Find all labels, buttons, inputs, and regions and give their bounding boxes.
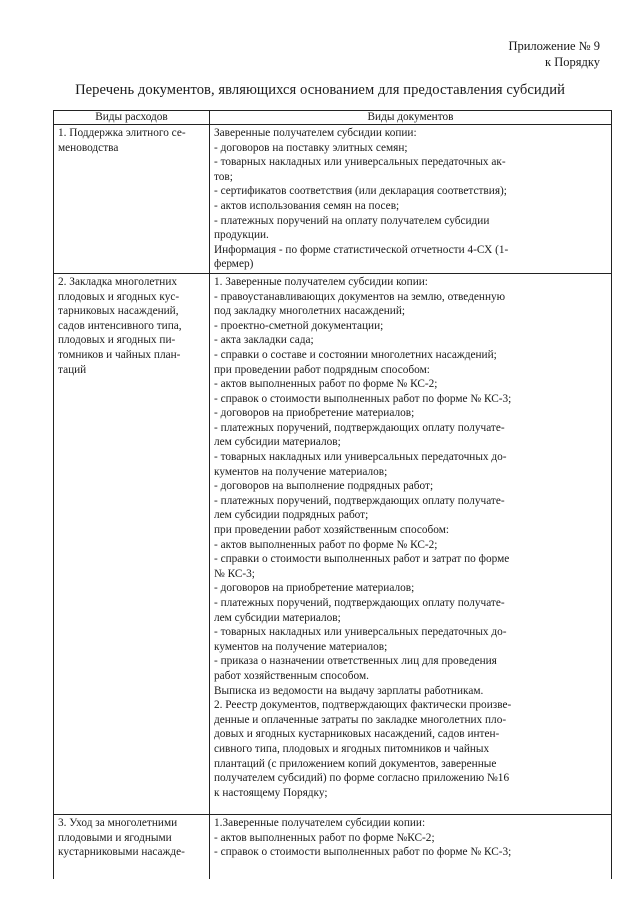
cell-line: 1. Заверенные получателем субсидии копии: <box>214 275 428 288</box>
cell-line: кументов на получение материалов; <box>214 640 388 653</box>
cell-line: кустарниковыми насажде- <box>58 846 185 859</box>
cell-line: Информация - по форме статистической отчетности 4-СХ (1- <box>214 243 509 256</box>
cell-line: кументов на получение материалов; <box>214 465 388 478</box>
table-row <box>54 814 612 879</box>
document-title: Перечень документов, являющихся основанием для предоставления субсидий <box>75 82 565 98</box>
cell-line: сивного типа, плодовых и ягодных питомников и чайных <box>214 742 490 755</box>
appendix-note <box>508 38 600 70</box>
document-list-cell <box>210 814 612 879</box>
table-row <box>54 125 612 274</box>
cell-line: таций <box>58 363 87 376</box>
cell-line: продукции. <box>214 229 269 242</box>
cell-line: к настоящему Порядку; <box>214 786 328 799</box>
cell-line: - актов выполненных работ по форме №КС-2; <box>214 831 435 844</box>
cell-line: - акта закладки сада; <box>214 334 314 347</box>
column-header-expense-types: Виды расходов <box>54 111 210 125</box>
document-list-cell <box>210 125 612 274</box>
table-header-row <box>54 111 612 125</box>
cell-line: - платежных поручений, подтверждающих оплату получате- <box>214 597 505 609</box>
documents-table <box>53 110 612 879</box>
cell-line: плантаций (с приложением копий документов, заверенные <box>214 757 497 770</box>
cell-line: - договоров на выполнение подрядных работ; <box>214 480 434 493</box>
cell-line: плодовыми и ягодными <box>58 831 172 844</box>
cell-line: под закладку многолетних насаждений; <box>214 305 406 318</box>
cell-line: - справок о стоимости выполненных работ по форме № КС-3; <box>214 392 512 405</box>
cell-line: лем субсидии материалов; <box>214 436 341 449</box>
cell-line: - договоров на приобретение материалов; <box>214 407 415 420</box>
cell-line: - проектно-сметной документации; <box>214 319 384 332</box>
cell-line: 1.Заверенные получателем субсидии копии: <box>214 816 426 829</box>
cell-line: 3. Уход за многолетними <box>58 816 178 829</box>
cell-line: - справки о стоимости выполненных работ и затрат по форме <box>214 553 510 566</box>
cell-line: работ хозяйственным способом. <box>214 669 369 682</box>
cell-line: томников и чайных план- <box>58 348 181 361</box>
cell-line: фермер) <box>214 258 254 271</box>
expense-type-cell <box>54 273 210 814</box>
cell-line: - договоров на приобретение материалов; <box>214 582 415 595</box>
cell-line: меноводства <box>58 141 119 154</box>
cell-line: - договоров на поставку элитных семян; <box>214 141 408 154</box>
cell-line: тов; <box>214 170 233 183</box>
cell-line: - приказа о назначении ответственных лиц для проведения <box>214 655 497 668</box>
cell-line: - платежных поручений, подтверждающих оплату получате- <box>214 421 505 434</box>
cell-line: - актов выполненных работ по форме № КС-2; <box>214 378 438 391</box>
cell-line: плодовых и ягодных пи- <box>58 334 176 347</box>
cell-line: - актов использования семян на посев; <box>214 199 400 212</box>
cell-line: довых и ягодных кустарниковых насаждений, садов интен- <box>214 728 500 741</box>
appendix-reference: к Порядку <box>545 55 600 69</box>
expense-type-cell <box>54 814 210 879</box>
appendix-number: Приложение № 9 <box>508 39 600 53</box>
expense-type-cell <box>54 125 210 274</box>
cell-line: - правоустанавливающих документов на землю, отведенную <box>214 290 506 303</box>
cell-line: садов интенсивного типа, <box>58 319 182 332</box>
cell-line: плодовых и ягодных кус- <box>58 290 180 303</box>
cell-line: - товарных накладных или универсальных передаточных до- <box>214 626 507 639</box>
cell-line: тарниковых насаждений, <box>58 305 179 318</box>
cell-line: лем субсидии материалов; <box>214 611 341 624</box>
cell-line: лем субсидии подрядных работ; <box>214 509 369 522</box>
cell-line: - справок о стоимости выполненных работ по форме № КС-3; <box>214 846 512 859</box>
cell-line: при проведении работ подрядным способом: <box>214 363 430 376</box>
cell-line: - товарных накладных или универсальных передаточных ак- <box>214 156 506 169</box>
cell-line: - платежных поручений, подтверждающих оплату получате- <box>214 494 505 507</box>
cell-line: 1. Поддержка элитного се- <box>58 127 186 139</box>
cell-line: денные и оплаченные затраты по закладке многолетних пло- <box>214 713 507 726</box>
cell-line: 2. Закладка многолетних <box>58 275 178 288</box>
cell-line: - товарных накладных или универсальных передаточных до- <box>214 451 507 464</box>
cell-line: Заверенные получателем субсидии копии: <box>214 127 417 139</box>
cell-line: 2. Реестр документов, подтверждающих фактически произве- <box>214 699 512 712</box>
cell-line: получателем субсидий) по форме согласно приложению №16 <box>214 772 510 785</box>
cell-line: № КС-3; <box>214 567 255 580</box>
table-row <box>54 273 612 814</box>
cell-line: - платежных поручений на оплату получателем субсидии <box>214 214 490 227</box>
cell-line: - справки о составе и состоянии многолетних насаждений; <box>214 348 497 361</box>
column-header-document-types: Виды документов <box>210 111 612 125</box>
cell-line: - актов выполненных работ по форме № КС-2; <box>214 538 438 551</box>
document-list-cell <box>210 273 612 814</box>
cell-line: Выписка из ведомости на выдачу зарплаты работникам. <box>214 684 484 697</box>
cell-line: при проведении работ хозяйственным способом: <box>214 524 450 537</box>
cell-line: - сертификатов соответствия (или декларация соответствия); <box>214 185 507 198</box>
